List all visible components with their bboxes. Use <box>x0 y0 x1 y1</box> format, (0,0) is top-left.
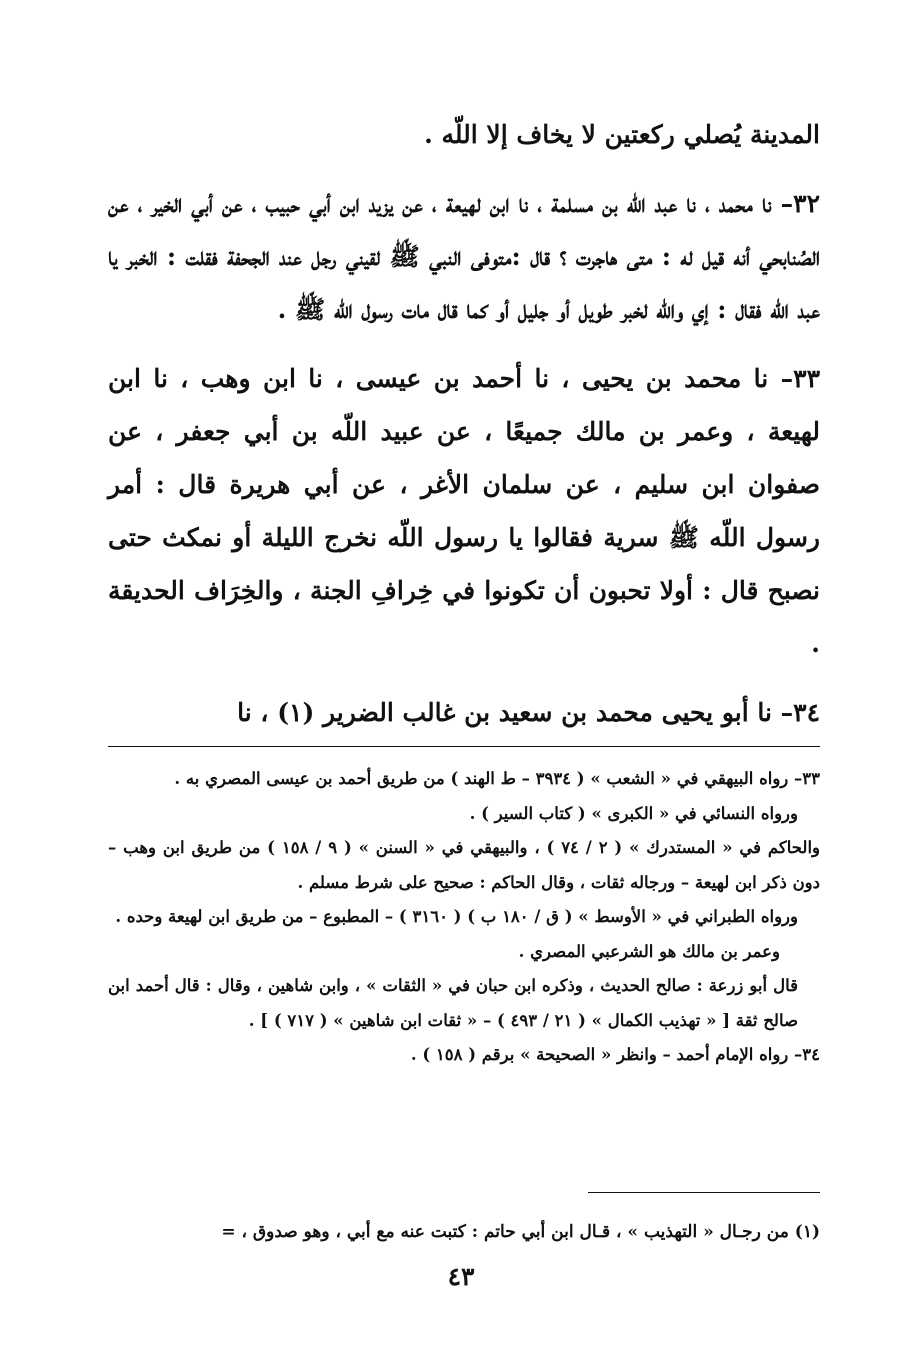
hadith-number: ٣٢– <box>780 189 820 218</box>
paragraph-continuation: المدينة يُصلي ركعتين لا يخاف إلا اللّه . <box>424 120 820 149</box>
hadith-text: نا أبو يحيى محمد بن سعيد بن غالب الضرير (١) ، نا <box>237 698 772 727</box>
notes-divider <box>108 746 820 747</box>
hadith-33 <box>108 352 820 670</box>
hadith-number: ٣٤– <box>780 698 820 727</box>
hadith-number: ٣٣– <box>780 364 820 393</box>
note-line: ورواه الطبراني في « الأوسط » ( ق / ١٨٠ ب ) ( ٣١٦٠ ) – المطبوع – من طريق ابن لهيعة وحده . <box>115 907 798 926</box>
note-line: قال أبو زرعة : صالح الحديث ، وذكره ابن حبان في « الثقات » ، وابن شاهين ، وقال : قال أحمد ابن صالح ثقة [ « تهذيب الكمال » ( ٢١ / ٤٩٣ ) – « ثقات ابن شاهين » ( ٧١٧ ) ] . <box>108 976 799 1030</box>
footnote-divider <box>588 1192 820 1193</box>
note-line: ٣٣– رواه البيهقي في « الشعب » ( ٣٩٣٤ – ط الهند ) من طريق أحمد بن عيسى المصري به . <box>174 769 820 788</box>
takhrij-notes <box>108 762 820 1073</box>
hadith-text: نا محمد ، نا عبد اللّه بن مسلمة ، نا ابن لهيعة ، عن يزيد ابن أبي حبيب ، عن أبي الخير ، عن الصُنابحي أنه قيل له : متى هاجرت ؟ قال :متوفى النبي ﷺ لقيني رجل عند الجحفة فقلت : الخبر يا عبد اللّه فقال : إي والله لخبر طويل أو جليل أو كما قال مات رسول اللّه ﷺ . <box>108 189 820 324</box>
hadith-32 <box>108 177 820 336</box>
hadith-34 <box>108 686 820 739</box>
note-line: وعمر بن مالك هو الشرعبي المصري . <box>518 941 780 961</box>
hadith-text: نا محمد بن يحيى ، نا أحمد بن عيسى ، نا ابن وهب ، نا ابن لهيعة ، وعمر بن مالك جميعًا ، عن عبيد اللّه بن أبي جعفر ، عن صفوان ابن سليم ، عن سلمان الأغر ، عن أبي هريرة قال : أمر رسول اللّه ﷺ سرية فقالوا يا رسول اللّه نخرج الليلة أو نمكث حتى نصبح قال : أولا تحبون أن تكونوا في خِرافِ الجنة ، والخِرَاف الحديقة . <box>108 364 820 658</box>
note-line: ٣٤– رواه الإمام أحمد – وانظر « الصحيحة » برقم ( ١٥٨ ) . <box>410 1045 820 1064</box>
main-text <box>108 108 820 739</box>
page-number: ٤٣ <box>447 1262 475 1291</box>
footnote: (١) من رجـال « التهذيب » ، قـال ابن أبي حاتم : كتبت عنه مع أبي ، وهو صدوق ، = <box>221 1222 820 1242</box>
note-line: ورواه النسائي في « الكبرى » ( كتاب السير ) . <box>469 803 798 823</box>
note-line: والحاكم في « المستدرك » ( ٢ / ٧٤ ) ، والبيهقي في « السنن » ( ٩ / ١٥٨ ) من طريق ابن وهب – دون ذكر ابن لهيعة – ورجاله ثقات ، وقال الحاكم : صحيح على شرط مسلم . <box>108 838 820 892</box>
